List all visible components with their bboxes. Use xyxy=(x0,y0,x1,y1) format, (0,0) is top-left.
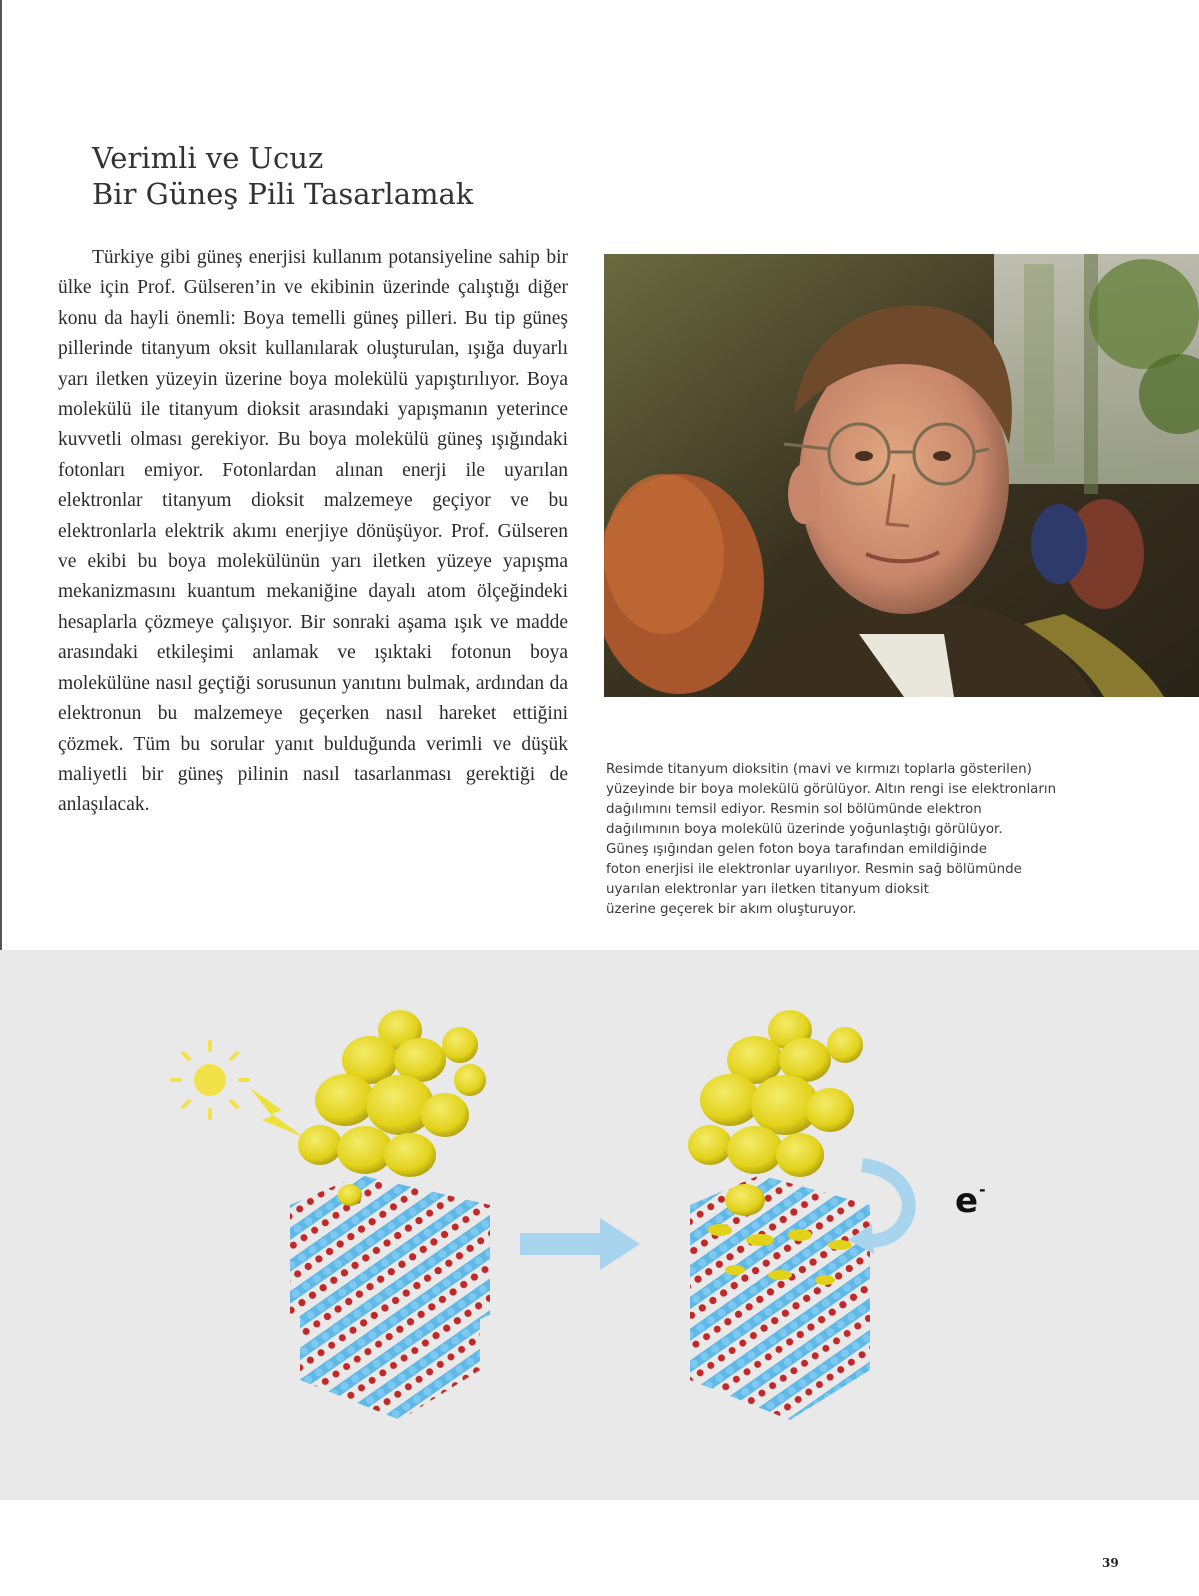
electron-label: e xyxy=(955,1181,979,1221)
caption-line: dağılımını temsil ediyor. Resmin sol bölümünde elektron xyxy=(606,802,982,817)
article-title xyxy=(92,140,612,212)
electron-charge: - xyxy=(979,1180,986,1199)
molecule-right xyxy=(688,1010,870,1420)
lightning-bolt-icon xyxy=(250,1088,305,1138)
article-title-line-2: Bir Güneş Pili Tasarlamak xyxy=(92,177,474,211)
molecule-left xyxy=(290,1010,490,1420)
caption-line: üzerine geçerek bir akım oluşturuyor. xyxy=(606,902,857,917)
page-number: 39 xyxy=(1102,1556,1119,1570)
portrait-photo xyxy=(604,254,1199,697)
caption-line: foton enerjisi ile elektronlar uyarılıyor. Resmin sağ bölümünde xyxy=(606,862,1022,877)
caption-line: dağılımının boya molekülü üzerinde yoğunlaştığı görülüyor. xyxy=(606,822,1003,837)
sun-icon xyxy=(172,1042,248,1118)
page-edge-line xyxy=(0,0,2,950)
article-title-line-1: Verimli ve Ucuz xyxy=(92,141,324,175)
caption-line: Resimde titanyum dioksitin (mavi ve kırmızı toplarla gösterilen) xyxy=(606,762,1032,777)
caption-line: yüzeyinde bir boya molekülü görülüyor. Altın rengi ise elektronların xyxy=(606,782,1057,797)
photo-caption xyxy=(606,760,1146,920)
transfer-arrow-icon xyxy=(520,1218,640,1270)
article-body: Türkiye gibi güneş enerjisi kullanım potansiyeline sahip bir ülke için Prof. Gülseren’in ve ekibinin üzerinde çalıştığı diğer konu da hayli önemli: Boya temelli güneş pilleri. Bu tip güneş pillerinde titanyum oksit kullanılarak oluşturulan, ışığa duyarlı yarı iletken yüzeyin üzerine boya molekülü yapıştırılıyor. Boya molekülü ile titanyum dioksit arasındaki yapışmanın yeterince kuvvetli olması gerekiyor. Bu boya molekülü güneş ışığındaki fotonları emiyor. Fotonlardan alınan enerji ile uyarılan elektronlar titanyum dioksit malzemeye geçiyor ve bu elektronlarla elektrik akımı enerjiye dönüşüyor. Prof. Gülseren ve ekibi bu boya molekülünün yarı iletken yüzeye yapışma mekanizmasını kuantum mekaniğine dayalı atom ölçeğindeki hesaplarla çözmeye çalışıyor. Bir sonraki aşama ışık ve madde arasındaki etkileşimi anlamak ve ışıktaki fotonun boya molekülüne nasıl geçtiği sorusunun yanıtını bulmak, ardından da elektronun bu malzemeye geçerken nasıl hareket ettiğini çözmek. Tüm bu sorular yanıt bulduğunda verimli ve düşük maliyetli bir güneş pilinin nasıl tasarlanması gerektiği de anlaşılacak. xyxy=(58,247,568,816)
caption-line: uyarılan elektronlar yarı iletken titanyum dioksit xyxy=(606,882,929,897)
caption-line: Güneş ışığından gelen foton boya tarafından emildiğinde xyxy=(606,842,987,857)
molecule-illustration xyxy=(0,950,1199,1500)
